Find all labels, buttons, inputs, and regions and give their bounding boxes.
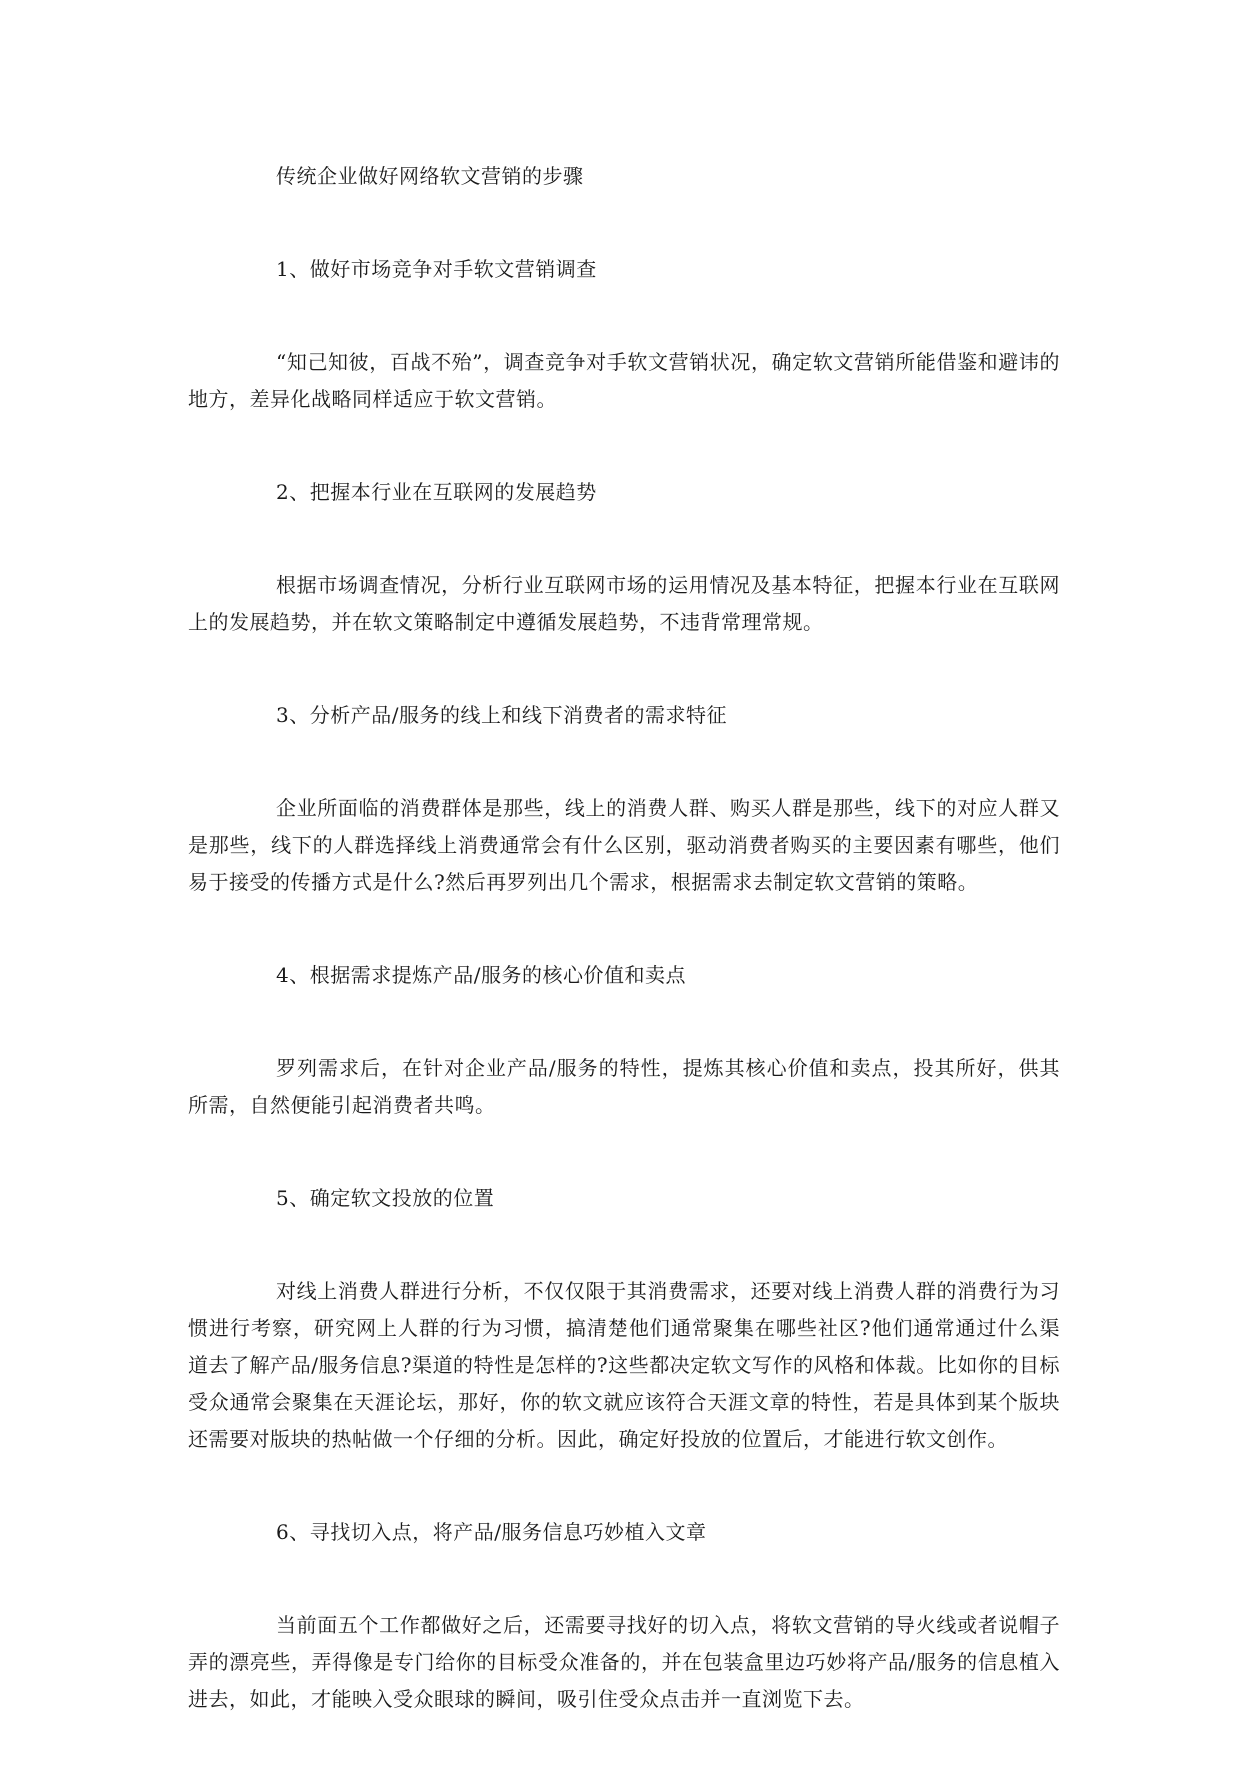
section-body-4: 罗列需求后，在针对企业产品/服务的特性，提炼其核心价值和卖点，投其所好，供其所需，自然便能引起消费者共鸣。 [188, 1056, 1060, 1117]
section-heading-1: 1、做好市场竞争对手软文营销调查 [276, 257, 597, 281]
section-body-6: 当前面五个工作都做好之后，还需要寻找好的切入点，将软文营销的导火线或者说帽子弄的漂亮些，弄得像是专门给你的目标受众准备的，并在包装盒里边巧妙将产品/服务的信息植入进去，如此，才能映入受众眼球的瞬间，吸引住受众点击并一直浏览下去。 [188, 1613, 1060, 1711]
section-heading-2: 2、把握本行业在互联网的发展趋势 [276, 480, 597, 504]
section-body-2: 根据市场调查情况，分析行业互联网市场的运用情况及基本特征，把握本行业在互联网上的发展趋势，并在软文策略制定中遵循发展趋势，不违背常理常规。 [188, 573, 1060, 634]
document-title: 传统企业做好网络软文营销的步骤 [276, 164, 584, 188]
document-body [188, 158, 1060, 1774]
section-body-1: “知己知彼，百战不殆”，调查竞争对手软文营销状况，确定软文营销所能借鉴和避讳的地方，差异化战略同样适应于软文营销。 [188, 350, 1060, 411]
section-heading-5: 5、确定软文投放的位置 [276, 1186, 495, 1210]
section-heading-4: 4、根据需求提炼产品/服务的核心价值和卖点 [276, 963, 686, 987]
section-body-5: 对线上消费人群进行分析，不仅仅限于其消费需求，还要对线上消费人群的消费行为习惯进行考察，研究网上人群的行为习惯，搞清楚他们通常聚集在哪些社区?他们通常通过什么渠道去了解产品/服务信息?渠道的特性是怎样的?这些都决定软文写作的风格和体裁。比如你的目标受众通常会聚集在天涯论坛，那好，你的软文就应该符合天涯文章的特性，若是具体到某个版块还需要对版块的热帖做一个仔细的分析。因此，确定好投放的位置后，才能进行软文创作。 [188, 1279, 1060, 1451]
section-heading-3: 3、分析产品/服务的线上和线下消费者的需求特征 [276, 703, 727, 727]
section-body-3: 企业所面临的消费群体是那些，线上的消费人群、购买人群是那些，线下的对应人群又是那些，线下的人群选择线上消费通常会有什么区别，驱动消费者购买的主要因素有哪些，他们易于接受的传播方式是什么?然后再罗列出几个需求，根据需求去制定软文营销的策略。 [188, 796, 1060, 894]
section-heading-6: 6、寻找切入点，将产品/服务信息巧妙植入文章 [276, 1520, 707, 1544]
